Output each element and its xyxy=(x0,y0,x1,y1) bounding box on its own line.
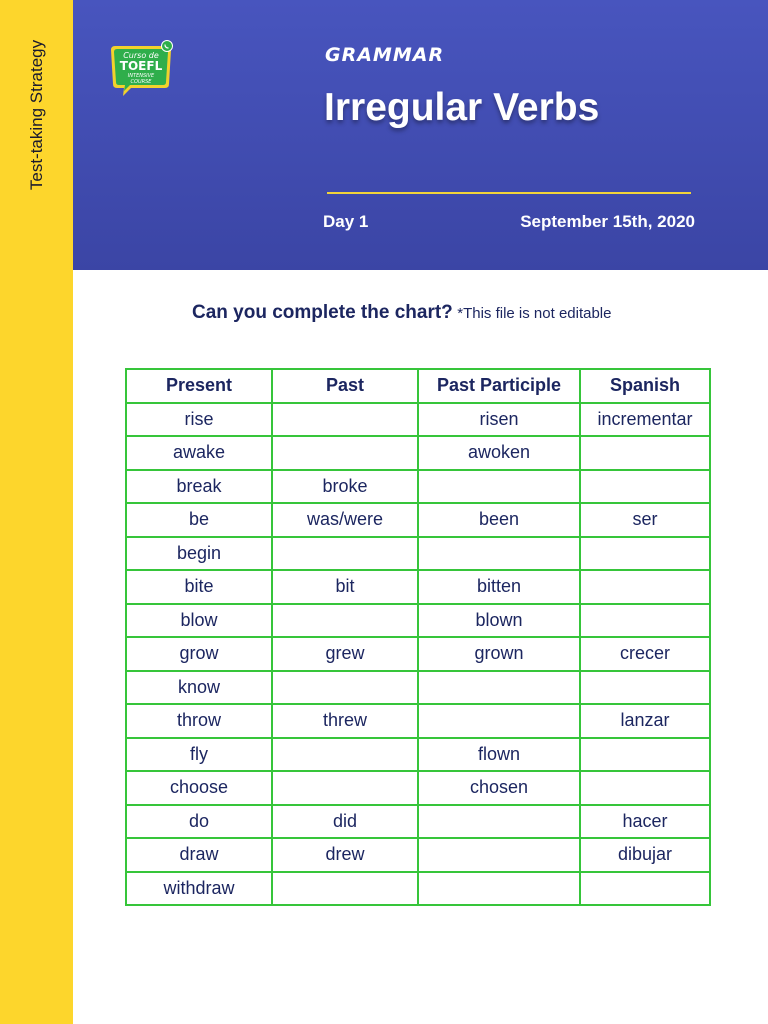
cell-spanish xyxy=(580,470,710,504)
logo-line-2: TOEFL xyxy=(119,59,163,73)
cell-past: grew xyxy=(272,637,418,671)
table-row xyxy=(126,805,710,839)
cell-past-participle: been xyxy=(418,503,580,537)
cell-present: blow xyxy=(126,604,272,638)
cell-spanish xyxy=(580,604,710,638)
table-row xyxy=(126,503,710,537)
table-row xyxy=(126,604,710,638)
cell-past xyxy=(272,537,418,571)
course-logo xyxy=(109,40,175,100)
logo-line-3: INTENSIVE xyxy=(127,73,155,79)
side-strip xyxy=(0,0,73,1024)
cell-past: threw xyxy=(272,704,418,738)
cell-past xyxy=(272,671,418,705)
verb-rows xyxy=(126,403,710,906)
cell-past-participle: flown xyxy=(418,738,580,772)
cell-past-participle xyxy=(418,838,580,872)
cell-present: be xyxy=(126,503,272,537)
logo-line-1: Curso de xyxy=(123,51,159,60)
page-title: Irregular Verbs xyxy=(324,86,600,129)
verb-table xyxy=(125,368,711,906)
cell-past xyxy=(272,738,418,772)
header-past-participle: Past Participle xyxy=(418,369,580,403)
cell-spanish xyxy=(580,436,710,470)
instruction xyxy=(192,303,632,324)
cell-past: was/were xyxy=(272,503,418,537)
cell-past-participle xyxy=(418,805,580,839)
cell-present: rise xyxy=(126,403,272,437)
header-spanish: Spanish xyxy=(580,369,710,403)
logo-line-4: COURSE xyxy=(130,79,152,85)
cell-spanish: incrementar xyxy=(580,403,710,437)
cell-present: awake xyxy=(126,436,272,470)
cell-past xyxy=(272,771,418,805)
cell-present: know xyxy=(126,671,272,705)
table-row xyxy=(126,704,710,738)
side-label: Test-taking Strategy xyxy=(27,39,46,191)
table-row xyxy=(126,838,710,872)
cell-present: break xyxy=(126,470,272,504)
table-row xyxy=(126,537,710,571)
cell-present: withdraw xyxy=(126,872,272,906)
cell-spanish xyxy=(580,738,710,772)
cell-past: broke xyxy=(272,470,418,504)
cell-past-participle xyxy=(418,537,580,571)
cell-spanish: ser xyxy=(580,503,710,537)
cell-spanish xyxy=(580,671,710,705)
table-row xyxy=(126,403,710,437)
cell-past xyxy=(272,604,418,638)
date-label: September 15th, 2020 xyxy=(520,212,695,231)
cell-past: bit xyxy=(272,570,418,604)
cell-present: draw xyxy=(126,838,272,872)
title-divider xyxy=(327,192,691,194)
cell-spanish: lanzar xyxy=(580,704,710,738)
instruction-note: *This file is not editable xyxy=(457,305,612,322)
cell-past-participle: awoken xyxy=(418,436,580,470)
cell-spanish xyxy=(580,570,710,604)
cell-past xyxy=(272,403,418,437)
cell-past: drew xyxy=(272,838,418,872)
header-present: Present xyxy=(126,369,272,403)
cell-past-participle xyxy=(418,872,580,906)
table-row xyxy=(126,671,710,705)
cell-spanish: dibujar xyxy=(580,838,710,872)
header-banner xyxy=(73,0,768,270)
header-past: Past xyxy=(272,369,418,403)
cell-present: choose xyxy=(126,771,272,805)
cell-spanish: hacer xyxy=(580,805,710,839)
cell-spanish xyxy=(580,771,710,805)
cell-past-participle: bitten xyxy=(418,570,580,604)
cell-past-participle: risen xyxy=(418,403,580,437)
table-row xyxy=(126,570,710,604)
table-row xyxy=(126,872,710,906)
cell-past: did xyxy=(272,805,418,839)
cell-past-participle xyxy=(418,470,580,504)
table-row xyxy=(126,470,710,504)
table-row xyxy=(126,436,710,470)
instruction-question: Can you complete the chart? xyxy=(192,302,453,323)
table-row xyxy=(126,738,710,772)
table-row xyxy=(126,637,710,671)
table-row xyxy=(126,771,710,805)
cell-past xyxy=(272,872,418,906)
cell-present: begin xyxy=(126,537,272,571)
cell-spanish xyxy=(580,537,710,571)
cell-past xyxy=(272,436,418,470)
day-label: Day 1 xyxy=(323,212,369,231)
cell-present: throw xyxy=(126,704,272,738)
cell-past-participle: blown xyxy=(418,604,580,638)
cell-spanish: crecer xyxy=(580,637,710,671)
whatsapp-icon xyxy=(162,41,173,52)
table-header-row xyxy=(126,369,710,403)
cell-past-participle xyxy=(418,671,580,705)
section-eyebrow: GRAMMAR xyxy=(325,44,445,66)
cell-past-participle: grown xyxy=(418,637,580,671)
cell-past-participle xyxy=(418,704,580,738)
cell-past-participle: chosen xyxy=(418,771,580,805)
cell-present: do xyxy=(126,805,272,839)
cell-present: fly xyxy=(126,738,272,772)
cell-present: bite xyxy=(126,570,272,604)
cell-present: grow xyxy=(126,637,272,671)
cell-spanish xyxy=(580,872,710,906)
